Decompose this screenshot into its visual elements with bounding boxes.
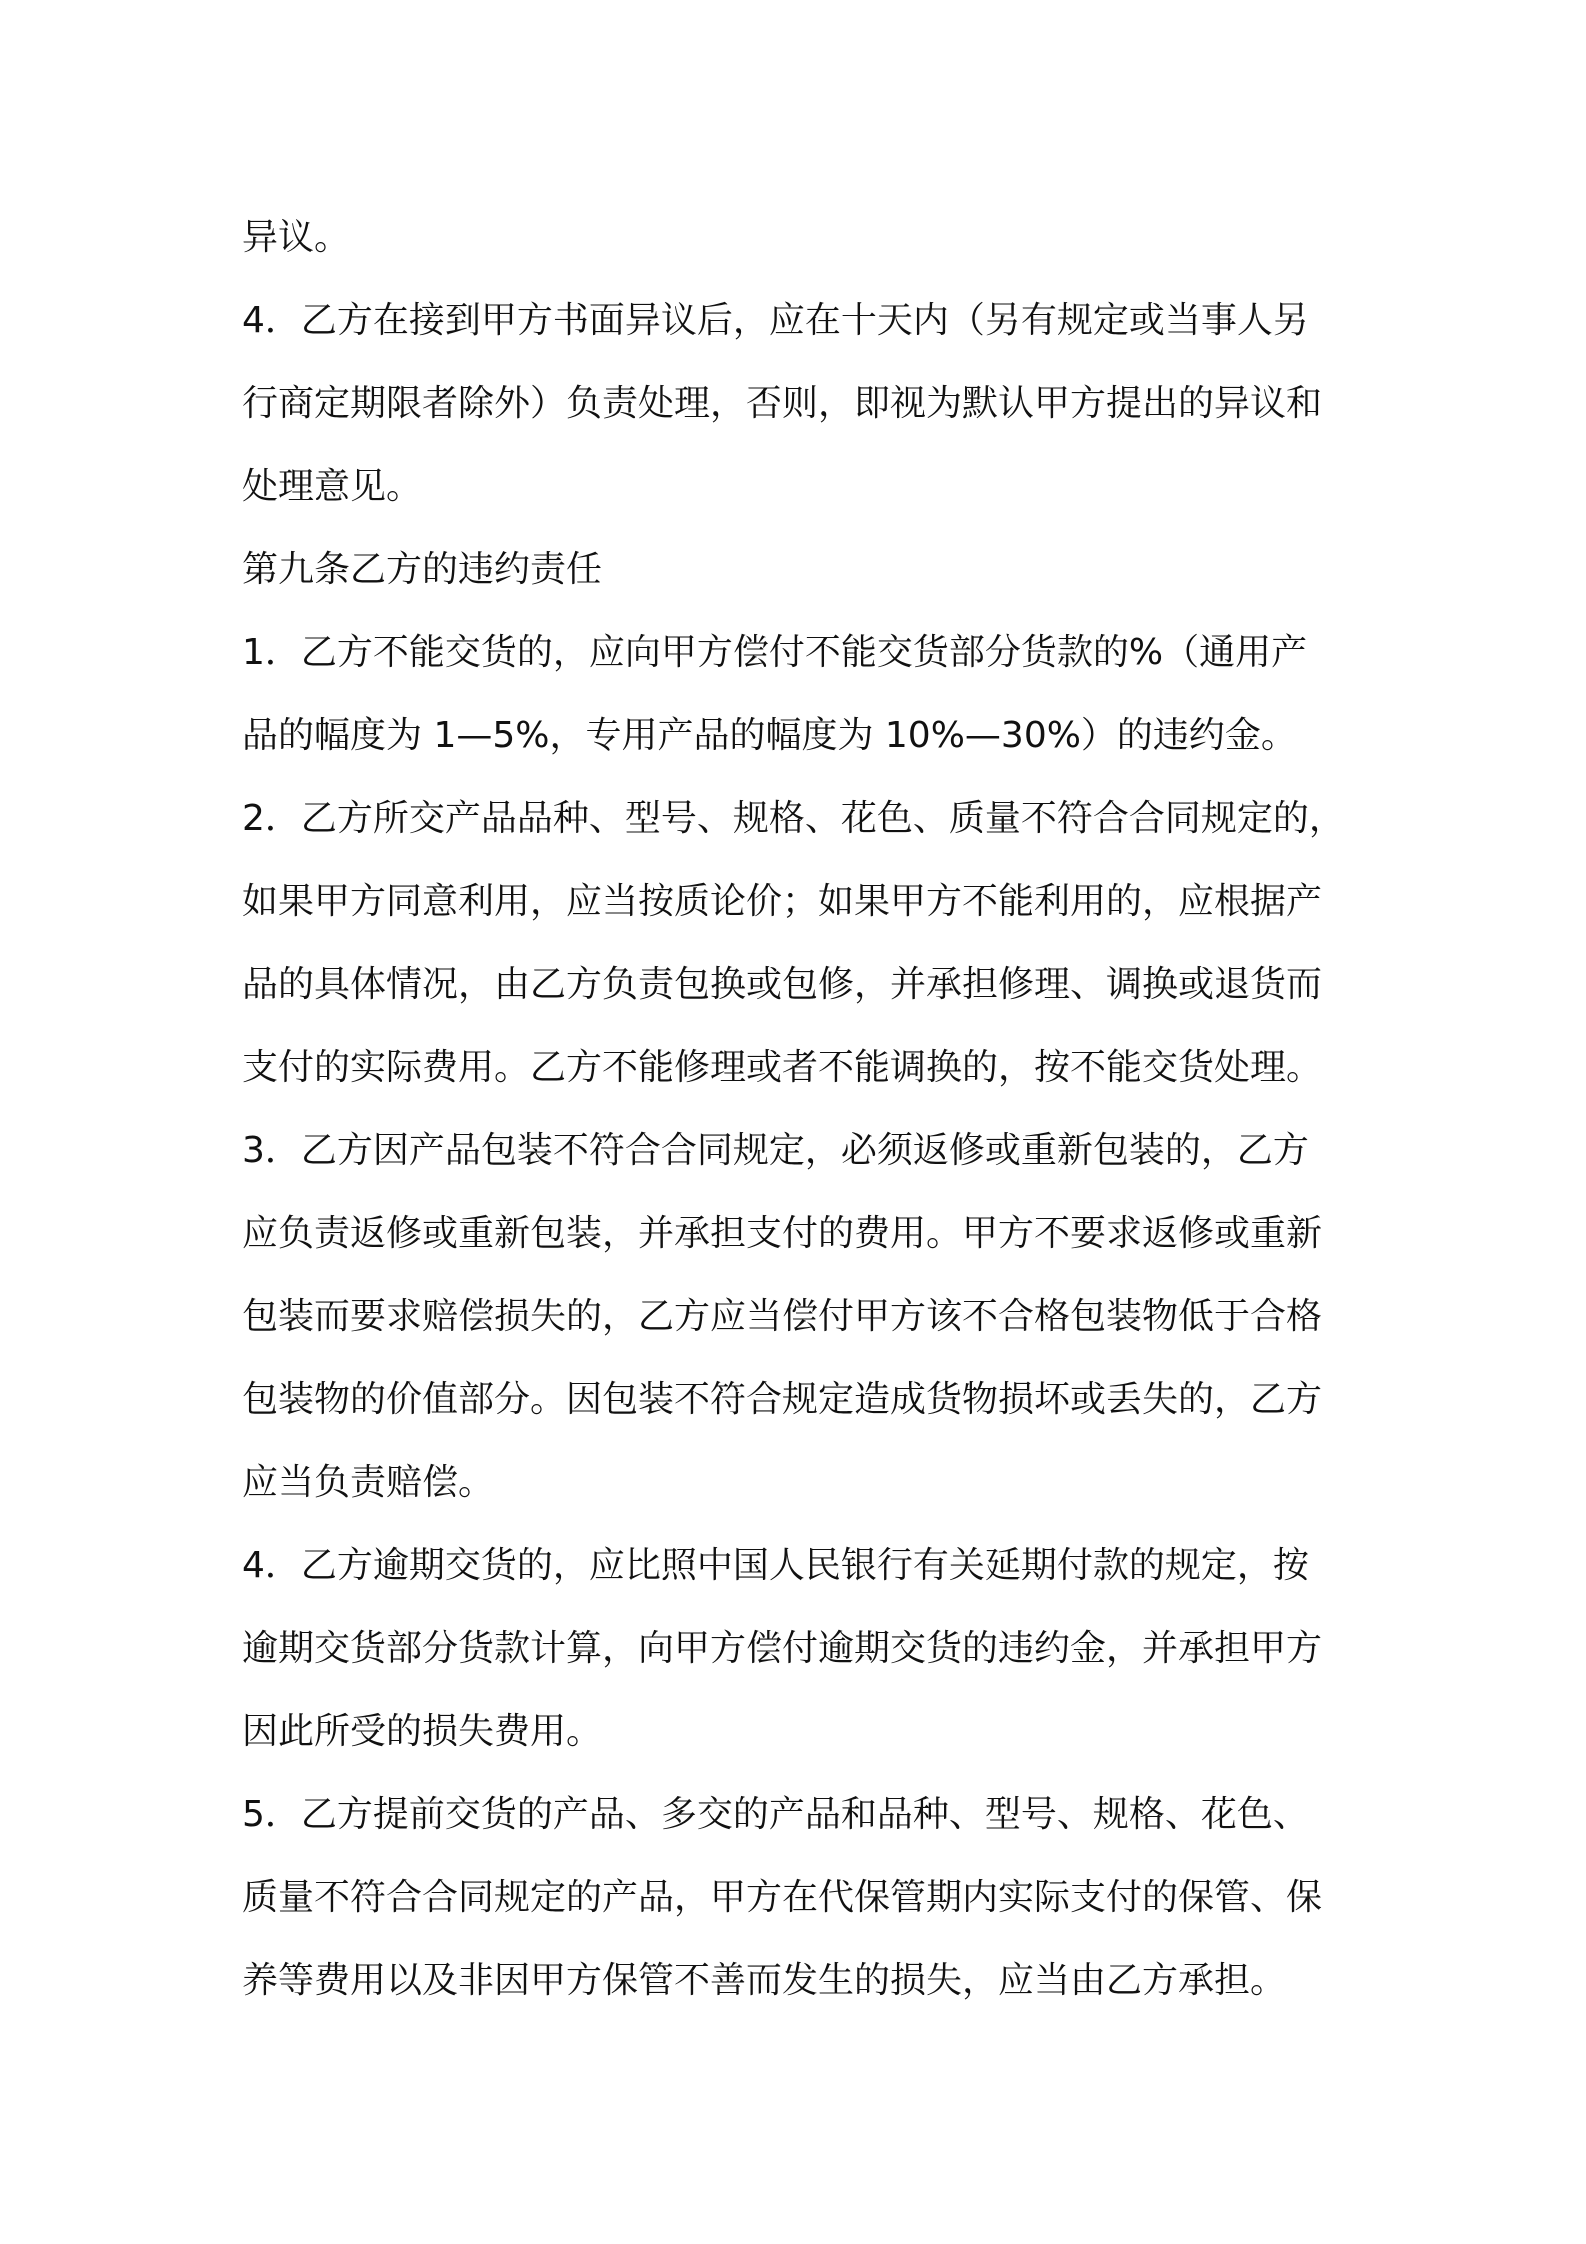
- text-line: 异议。: [242, 217, 351, 258]
- text-line: 应负责返修或重新包装，并承担支付的费用。甲方不要求返修或重新: [242, 1213, 1323, 1254]
- text-line: 1．乙方不能交货的，应向甲方偿付不能交货部分货款的%（通用产: [242, 632, 1308, 673]
- text-line: 处理意见。: [242, 466, 423, 507]
- paragraph: [242, 1524, 1368, 1773]
- text-line: 逾期交货部分货款计算，向甲方偿付逾期交货的违约金，并承担甲方: [242, 1628, 1323, 1669]
- text-line: 品的具体情况，由乙方负责包换或包修，并承担修理、调换或退货而: [242, 964, 1323, 1005]
- text-line: 5．乙方提前交货的产品、多交的产品和品种、型号、规格、花色、: [242, 1794, 1309, 1835]
- text-line: 如果甲方同意利用，应当按质论价；如果甲方不能利用的，应根据产: [242, 881, 1323, 922]
- text-line: 3．乙方因产品包装不符合合同规定，必须返修或重新包装的，乙方: [242, 1130, 1309, 1171]
- text-line: 包装而要求赔偿损失的，乙方应当偿付甲方该不合格包装物低于合格: [242, 1296, 1323, 1337]
- text-line: 4．乙方在接到甲方书面异议后，应在十天内（另有规定或当事人另: [242, 300, 1309, 341]
- text-line: 第九条乙方的违约责任: [242, 549, 603, 590]
- text-line: 4．乙方逾期交货的，应比照中国人民银行有关延期付款的规定，按: [242, 1545, 1309, 1586]
- text-line: 包装物的价值部分。因包装不符合规定造成货物损坏或丢失的，乙方: [242, 1379, 1323, 1420]
- text-line: 应当负责赔偿。: [242, 1462, 495, 1503]
- paragraph: [242, 1773, 1368, 2022]
- section-heading: [242, 528, 1368, 611]
- text-line: 品的幅度为 1—5%，专用产品的幅度为 10%—30%）的违约金。: [242, 715, 1297, 756]
- text-line: 因此所受的损失费用。: [242, 1711, 603, 1752]
- text-line: 质量不符合合同规定的产品，甲方在代保管期内实际支付的保管、保: [242, 1877, 1323, 1918]
- text-line: 行商定期限者除外）负责处理，否则，即视为默认甲方提出的异议和: [242, 383, 1323, 424]
- paragraph: [242, 279, 1368, 528]
- paragraph: [242, 611, 1368, 777]
- paragraph: [242, 1109, 1368, 1524]
- paragraph: [242, 777, 1368, 1109]
- paragraph: [242, 196, 1368, 279]
- document-body: [242, 196, 1368, 2022]
- text-line: 养等费用以及非因甲方保管不善而发生的损失，应当由乙方承担。: [242, 1960, 1287, 2001]
- text-line: 支付的实际费用。乙方不能修理或者不能调换的，按不能交货处理。: [242, 1047, 1323, 1088]
- text-line: 2．乙方所交产品品种、型号、规格、花色、质量不符合合同规定的，: [242, 798, 1345, 839]
